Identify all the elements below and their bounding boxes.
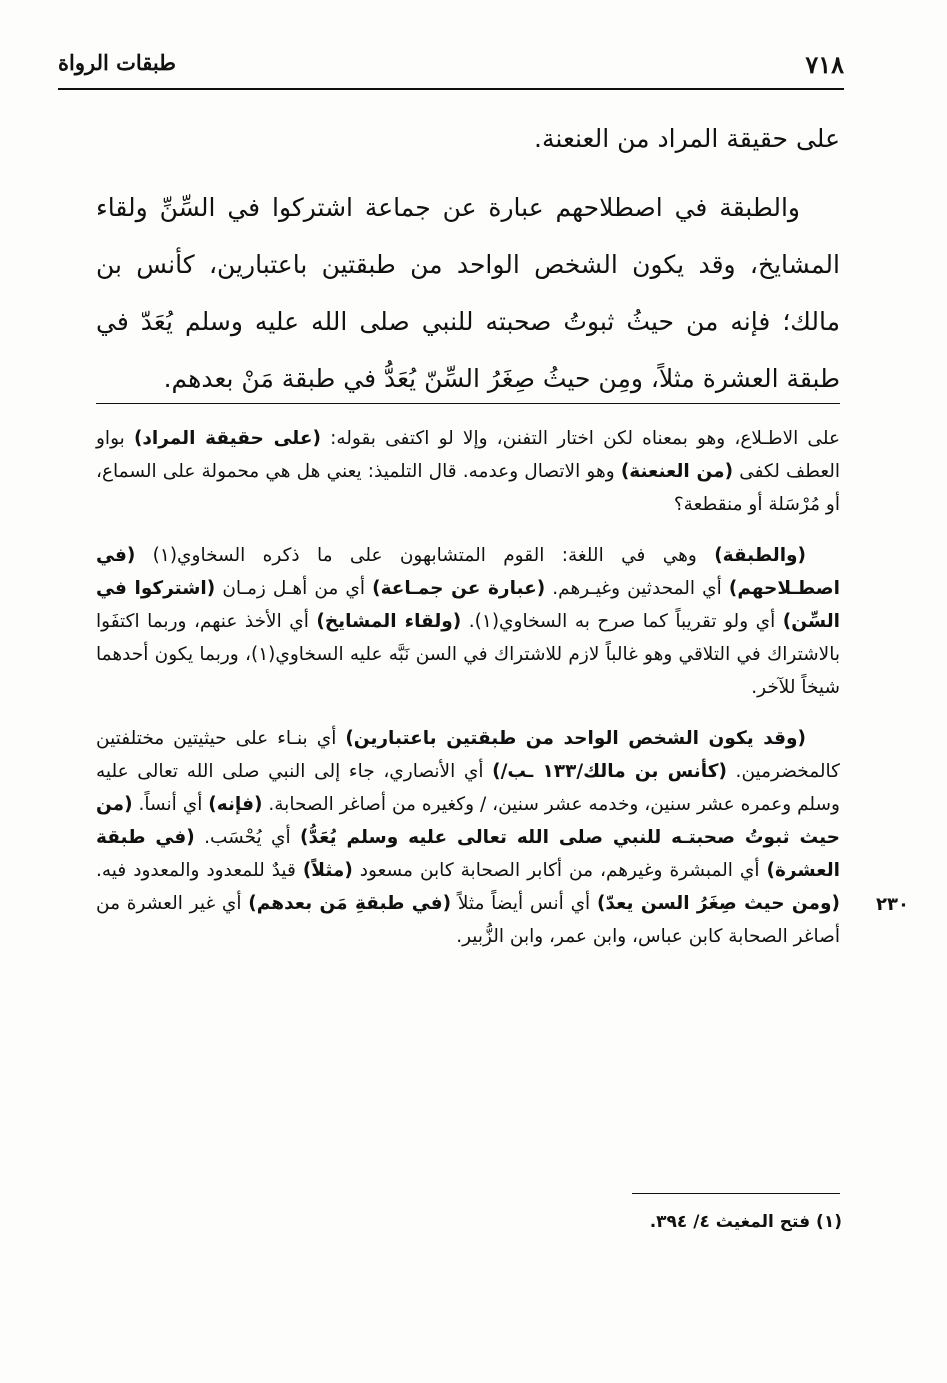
commentary-text: . xyxy=(461,611,475,632)
quoted-phrase: (من حيث ثبوتُ صحبتـه للنبي صلى الله تعالى عليه وسلم يُعَدُّ) xyxy=(96,794,840,848)
commentary-text: أي غير العشرة من أصاغر الصحابة كابن عباس، وابن عمر، وابن الزُّبير. xyxy=(96,893,840,947)
running-title: طبقات الرواة xyxy=(58,50,176,75)
commentary-text: بواو العطف لكفى xyxy=(96,428,841,482)
commentary-text: أي المبشرة وغيرهم، من أكابر الصحابة كابن مسعود xyxy=(352,860,767,881)
commentary-text: على الاطـلاع، وهو بمعناه لكن اختار التفنن، وإلا لو اكتفى بقوله: xyxy=(320,428,841,449)
commentary-paragraph-1 xyxy=(96,422,840,521)
quoted-phrase: (فإنه) xyxy=(208,794,263,815)
commentary xyxy=(96,422,840,971)
commentary-paragraph-2 xyxy=(96,539,840,704)
quoted-phrase: (مثلاً) xyxy=(302,860,353,881)
main-text xyxy=(96,110,840,407)
commentary-text xyxy=(135,545,152,566)
page-header xyxy=(58,50,844,86)
quoted-phrase: (في طبقة العشرة) xyxy=(96,827,840,881)
quoted-phrase: (من العنعنة) xyxy=(620,461,734,482)
quoted-phrase: (وقد يكون الشخص الواحد من طبقتين باعتبارين) xyxy=(345,728,806,749)
commentary-text: أي المحدثين وغيـرهم. xyxy=(545,578,729,599)
commentary-text: وهو الاتصال وعدمه. قال التلميذ: يعني هل هي محمولة على السماع، أو مُرْسَلة أو منقطعة؟ xyxy=(96,461,840,515)
commentary-text: أي الأخذ عنهم، وربما اكتفَوا بالاشتراك في التلاقي وهو غالباً لازم للاشتراك في السن نَبَّه عليه السخاوي xyxy=(96,611,840,665)
quoted-phrase: (كأنس بن مالك/١٣٣ ـب/) xyxy=(492,761,727,782)
commentary-paragraph-3 xyxy=(96,722,840,953)
quoted-phrase: (في طبقةِ مَن بعدهم) xyxy=(248,893,452,914)
quoted-phrase: (ولقاء المشايخ) xyxy=(316,611,462,632)
page-number: ٧١٨ xyxy=(805,50,844,79)
margin-manuscript-number: ٢٣٠ xyxy=(876,894,909,915)
commentary-text: قيدٌ للمعدود والمعدود فيه. xyxy=(96,860,303,881)
quoted-phrase: (عبارة عن جمـاعة) xyxy=(372,578,546,599)
commentary-text: ، وربما يكون أحدهما شيخاً للآخر. xyxy=(96,644,840,698)
commentary-text: أي بنـاء على حيثيتين مختلفتين كالمخضرمين. xyxy=(96,728,840,782)
commentary-text: وهي في اللغة: القوم المتشابهون على ما ذكره السخاوي xyxy=(177,545,715,566)
quoted-phrase: (ومن حيث صِغَرُ السن يعدّ) xyxy=(596,893,840,914)
commentary-text: أي أنس أيضاً مثلاً xyxy=(451,893,597,914)
footnote-marker: (١) xyxy=(250,644,276,665)
commentary-text: أي ولو تقريباً كما صرح به السخاوي xyxy=(499,611,783,632)
commentary-text: أي من أهـل زمـان xyxy=(215,578,373,599)
footnote: (١) فتح المغيث ٤/ ٣٩٤. xyxy=(649,1212,842,1232)
header-rule xyxy=(58,88,844,90)
quoted-phrase: (والطبقة) xyxy=(714,545,806,566)
quoted-phrase: (على حقيقة المراد) xyxy=(133,428,321,449)
main-paragraph-1: على حقيقة المراد من العنعنة. xyxy=(534,124,840,153)
footnote-marker: (١) xyxy=(152,545,178,566)
quoted-phrase: (في اصطـلاحهم) xyxy=(96,545,840,599)
quoted-phrase: (اشتركوا في السِّن) xyxy=(96,578,840,632)
commentary-text: أي أنساً. xyxy=(132,794,209,815)
footnote-rule xyxy=(632,1193,840,1194)
commentary-text: أي يُحْسَب. xyxy=(194,827,301,848)
main-paragraph-2: والطبقة في اصطلاحهم عبارة عن جماعة اشتركوا في السِّنِّ ولقاء المشايخ، وقد يكون الشخص الواحد من طبقتين باعتبارين، كأنس بن مالك؛ فإنه من حيثُ ثبوتُ صحبته للنبي صلى الله عليه وسلم يُعَدّ في طبقة العشرة مثلاً، ومِن حيثُ صِغَرُ السِّنّ يُعَدُّ في طبقة مَنْ بعدهم. xyxy=(96,193,840,393)
commentary-text: أي الأنصاري، جاء إلى النبي صلى الله تعالى عليه وسلم وعمره عشر سنين، وخدمه عشر سنين، / وكغيره من أصاغر الصحابة. xyxy=(96,761,840,815)
footnote-marker: (١) xyxy=(474,611,500,632)
text-commentary-divider xyxy=(96,403,840,404)
